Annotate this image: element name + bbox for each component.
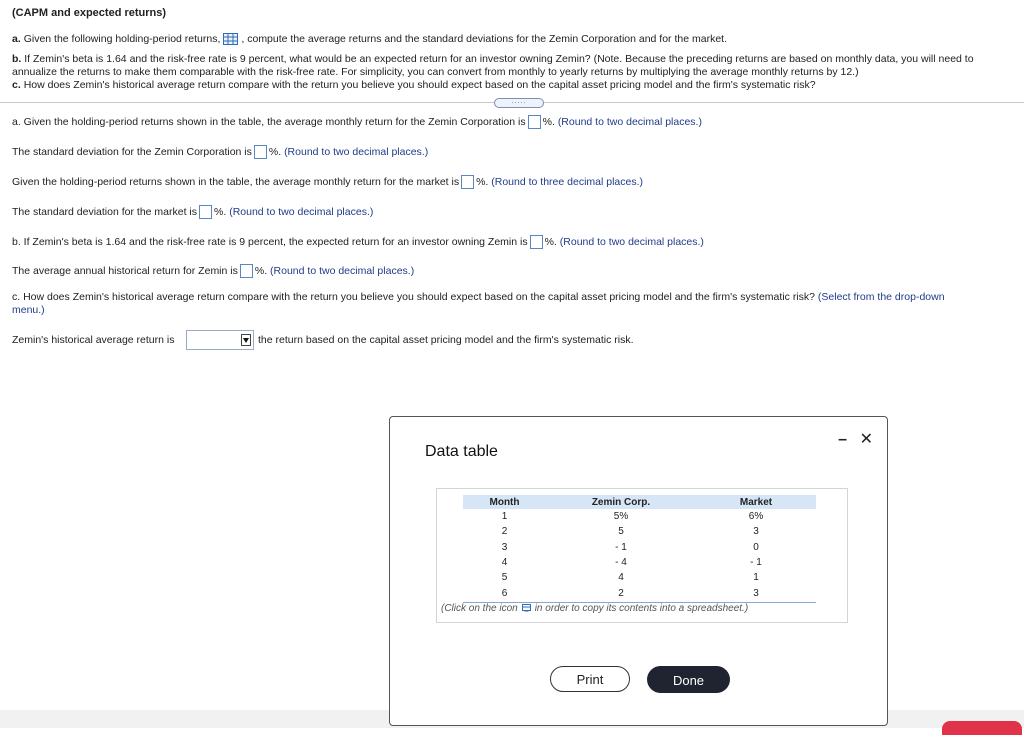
answer-a4-input[interactable] (199, 205, 212, 219)
table-row (463, 570, 816, 585)
cell-month: 2 (501, 526, 508, 538)
data-table-icon[interactable] (223, 33, 238, 45)
question-b-cont: annualize the returns to make them comparable with the risk-free rate. For simplicity, you can convert from monthly to yearly returns by multiplying the average monthly returns by 12.) (12, 66, 859, 78)
expand-more-button[interactable]: ..... (494, 98, 544, 108)
cell-zemin: 2 (618, 587, 624, 599)
answer-a1-text: a. Given the holding-period returns shown in the table, the average monthly return for the Zemin Corporation is (12, 115, 526, 128)
returns-table (463, 495, 816, 601)
question-a-label: a. (12, 33, 21, 45)
answer-c1-text: c. How does Zemin's historical average return compare with the return you believe you should expect based on the capital asset pricing model and the firm's systematic risk? (12, 291, 815, 303)
dialog-title: Data table (425, 443, 498, 460)
answer-a1 (12, 115, 702, 129)
comparison-dropdown[interactable] (186, 330, 254, 350)
answer-a2-hint: (Round to two decimal places.) (284, 145, 429, 158)
answer-a1-hint: (Round to two decimal places.) (557, 115, 702, 128)
question-a-text: Given the following holding-period returns, (23, 33, 221, 45)
answer-a4-text: The standard deviation for the market is (12, 205, 198, 218)
cell-market: 0 (753, 541, 759, 553)
cell-zemin: 4 (618, 572, 624, 584)
cell-zemin: 5% (613, 511, 629, 523)
question-c-text: How does Zemin's historical average return compare with the return you believe you should expect based on the capital asset pricing model and the firm's systematic risk? (23, 79, 816, 91)
table-row (463, 555, 816, 570)
answer-a2-unit: %. (268, 145, 282, 158)
answer-b1-unit: %. (544, 235, 557, 248)
question-b-label: b. (12, 53, 22, 65)
answer-c1-hint: (Select from the drop-down (817, 291, 945, 303)
answer-a3-hint: (Round to three decimal places.) (491, 175, 644, 188)
bottom-action-tab[interactable] (942, 721, 1022, 735)
cell-month: 4 (501, 557, 508, 569)
copy-caption-pre: (Click on the icon (441, 603, 518, 614)
copy-caption-post: in order to copy its contents into a spreadsheet.) (534, 603, 749, 614)
answer-a3 (12, 175, 643, 189)
table-row (463, 509, 816, 524)
answer-a4-unit: %. (214, 205, 227, 218)
answer-a4-hint: (Round to two decimal places.) (229, 205, 374, 218)
answer-a3-text: Given the holding-period returns shown in the table, the average monthly return for the market is (12, 175, 460, 188)
answer-b1-text: b. If Zemin's beta is 1.64 and the risk-free rate is 9 percent, the expected return for an investor owning Zemin is (12, 235, 528, 248)
answer-b1 (12, 235, 704, 249)
cell-market: 1 (753, 572, 759, 584)
question-b-text-1: If Zemin's beta is 1.64 and the risk-free rate is 9 percent, what would be an expected return for an investor owning Zemin? (Note. Because the preceding returns are based on monthly data, you will need to (24, 53, 974, 65)
cell-market: - 1 (750, 557, 762, 569)
done-button[interactable]: Done (647, 666, 730, 693)
print-button[interactable]: Print (550, 666, 630, 692)
cell-market: 3 (753, 587, 759, 599)
page-title: (CAPM and expected returns) (12, 7, 167, 19)
cell-month: 1 (501, 511, 508, 523)
answer-b1-input[interactable] (530, 235, 543, 249)
minimize-icon[interactable]: – (838, 431, 847, 448)
chevron-down-icon[interactable] (241, 334, 251, 346)
answer-b2-text: The average annual historical return for Zemin is (12, 264, 238, 277)
answer-a2 (12, 145, 428, 159)
cell-market: 3 (753, 526, 759, 538)
answer-b1-hint: (Round to two decimal places.) (559, 235, 704, 248)
answer-a4 (12, 205, 373, 219)
answer-a1-unit: %. (542, 115, 555, 128)
cell-zemin: - 1 (615, 541, 627, 553)
copy-caption (441, 603, 748, 614)
column-header-zemin: Zemin Corp. (546, 495, 696, 509)
answer-a2-text: The standard deviation for the Zemin Corporation is (12, 145, 252, 158)
answer-c1 (12, 291, 945, 304)
question-a-text-2: , compute the average returns and the standard deviations for the Zemin Corporation and for the market. (241, 33, 727, 45)
copy-spreadsheet-icon[interactable] (522, 604, 531, 612)
answer-b2-hint: (Round to two decimal places.) (270, 264, 415, 277)
table-row (463, 540, 816, 555)
answer-c1-hint-cont: menu.) (12, 304, 45, 316)
answer-b2-input[interactable] (240, 264, 253, 278)
question-a (12, 33, 727, 46)
question-b (12, 53, 974, 66)
data-table-panel (436, 488, 848, 623)
answer-a3-unit: %. (476, 175, 489, 188)
table-row (463, 524, 816, 539)
cell-zemin: 5 (618, 526, 624, 538)
column-header-market: Market (696, 495, 816, 509)
table-row (463, 585, 816, 600)
answer-a2-input[interactable] (254, 145, 267, 159)
answer-b2-unit: %. (254, 264, 268, 277)
answer-c2-suffix: the return based on the capital asset pricing model and the firm's systematic risk. (258, 334, 634, 346)
cell-month: 3 (501, 541, 508, 553)
cell-month: 5 (501, 572, 508, 584)
cell-market: 6% (748, 511, 764, 523)
column-header-month: Month (463, 495, 546, 509)
answer-a1-input[interactable] (528, 115, 541, 129)
answer-a3-input[interactable] (461, 175, 474, 189)
cell-zemin: - 4 (615, 557, 627, 569)
answer-c2-label: Zemin's historical average return is (12, 334, 175, 346)
answer-b2 (12, 264, 414, 278)
cell-month: 6 (501, 587, 508, 599)
question-c (12, 79, 816, 92)
question-c-label: c. (12, 79, 21, 91)
close-icon[interactable]: ✕ (859, 431, 873, 448)
data-table-dialog (389, 416, 888, 726)
